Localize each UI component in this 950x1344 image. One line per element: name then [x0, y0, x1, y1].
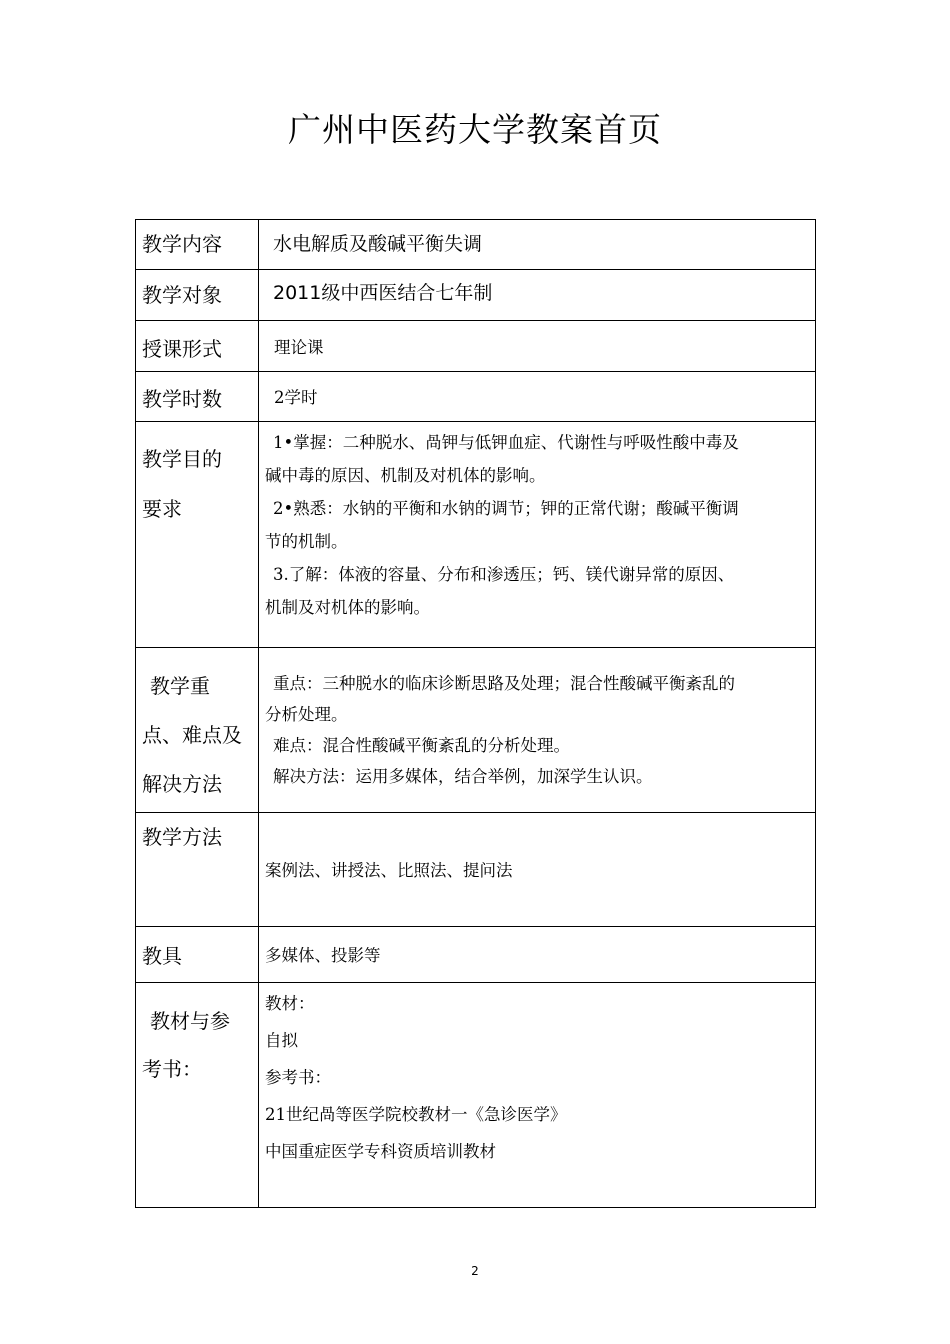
- page-number: 2: [471, 1264, 479, 1278]
- label-key-points: 教学重 点、难点及 解决方法: [142, 674, 242, 796]
- value-teaching-content: 水电解质及酸碱平衡失调: [273, 233, 483, 255]
- label-teaching-methods: 教学方法: [142, 825, 222, 849]
- row-teaching-tools: [136, 927, 815, 983]
- page-title: 广州中医药大学教案首页: [288, 110, 662, 149]
- row-teaching-hours: [136, 372, 815, 422]
- row-teaching-format: [136, 321, 815, 372]
- row-teaching-content: [136, 220, 815, 270]
- label-teaching-tools: 教具: [142, 944, 182, 968]
- value-key-points: [265, 668, 810, 792]
- objective-line: 碱中毒的原因、机制及对机体的影响。: [265, 466, 546, 485]
- reference-line: 教材：: [265, 994, 315, 1013]
- objective-line: 3.了解：体液的容量、分布和渗透压；钙、镁代谢异常的原因、: [273, 565, 735, 584]
- objective-line: 2•熟悉：水钠的平衡和水钠的调节；钾的正常代谢；酸碱平衡调: [273, 499, 739, 518]
- objective-line: 机制及对机体的影响。: [265, 598, 430, 617]
- lesson-plan-table: [135, 219, 816, 1208]
- row-key-points: [136, 648, 815, 813]
- label-teaching-format: 授课形式: [142, 337, 222, 361]
- keypoint-line: 分析处理。: [265, 705, 348, 724]
- value-teaching-format: 理论课: [274, 338, 324, 357]
- value-teaching-hours: 2学时: [274, 388, 318, 407]
- row-references: [136, 983, 815, 1207]
- keypoint-line: 难点：混合性酸碱平衡紊乱的分析处理。: [273, 736, 570, 755]
- reference-line: 参考书：: [265, 1068, 331, 1087]
- value-teaching-audience: 2011级中西医结合七年制: [273, 282, 493, 304]
- label-teaching-hours: 教学时数: [142, 387, 222, 411]
- label-references: 教材与参 考书：: [142, 1009, 230, 1081]
- value-teaching-methods: 案例法、讲授法、比照法、提问法: [265, 861, 513, 880]
- reference-line: 自拟: [265, 1031, 298, 1050]
- keypoint-line: 解决方法：运用多媒体，结合举例，加深学生认识。: [273, 767, 653, 786]
- keypoint-line: 重点：三种脱水的临床诊断思路及处理；混合性酸碱平衡紊乱的: [273, 674, 735, 693]
- value-teaching-tools: 多媒体、投影等: [265, 946, 381, 965]
- row-teaching-audience: [136, 270, 815, 321]
- value-teaching-objectives: [265, 426, 810, 624]
- value-references: [265, 985, 810, 1170]
- label-teaching-audience: 教学对象: [142, 283, 222, 307]
- reference-line: 中国重症医学专科资质培训教材: [265, 1142, 496, 1161]
- label-teaching-objectives: 教学目的 要求: [142, 447, 222, 521]
- objective-line: 1•掌握：二种脱水、咼钾与低钾血症、代谢性与呼吸性酸中毒及: [273, 433, 739, 452]
- row-teaching-objectives: [136, 422, 815, 648]
- reference-line: 21世纪咼等医学院校教材一《急诊医学》: [265, 1105, 567, 1124]
- row-teaching-methods: [136, 813, 815, 927]
- label-teaching-content: 教学内容: [142, 232, 222, 256]
- objective-line: 节的机制。: [265, 532, 348, 551]
